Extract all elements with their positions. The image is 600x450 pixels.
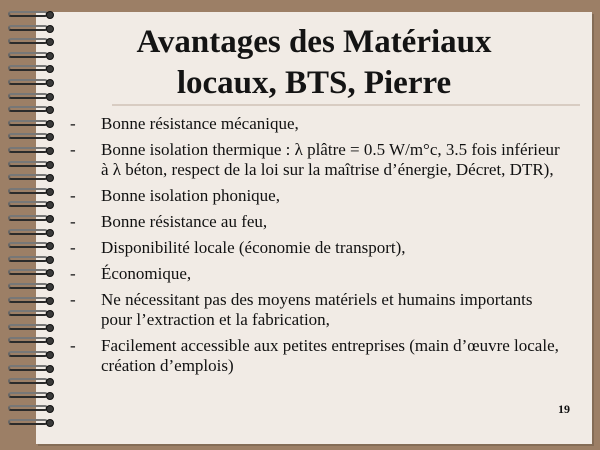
- binding-ring: [6, 160, 56, 170]
- list-item-text: Ne nécessitant pas des moyens matériels et humains importants pour l’extraction et la fabrication,: [101, 290, 533, 329]
- binding-ring: [6, 296, 56, 306]
- bullet-marker: -: [70, 264, 76, 283]
- binding-ring: [6, 268, 56, 278]
- binding-ring: [6, 10, 56, 20]
- slide-title: [36, 22, 592, 104]
- list-item: [70, 238, 560, 258]
- binding-ring: [6, 241, 56, 251]
- binding-ring: [6, 187, 56, 197]
- binding-ring: [6, 228, 56, 238]
- list-item-text: Bonne isolation phonique,: [101, 186, 280, 205]
- title-line-2: locaux, BTS, Pierre: [176, 65, 452, 101]
- list-item-text: Bonne résistance au feu,: [101, 212, 268, 231]
- binding-ring: [6, 418, 56, 428]
- bullet-list: [70, 114, 560, 382]
- binding-ring: [6, 200, 56, 210]
- list-item-text: Bonne résistance mécanique,: [101, 114, 299, 133]
- list-item-text: Facilement accessible aux petites entreprises (main d’œuvre locale, création d’emplois): [101, 336, 559, 375]
- binding-ring: [6, 214, 56, 224]
- bullet-marker: -: [70, 336, 76, 355]
- list-item: [70, 336, 560, 376]
- binding-ring: [6, 323, 56, 333]
- binding-ring: [6, 404, 56, 414]
- binding-ring: [6, 282, 56, 292]
- list-item-text: Bonne isolation thermique : λ plâtre = 0.5 W/m°c, 3.5 fois inférieur à λ béton, respect de la loi sur la maîtrise d’énergie, Décret, DTR),: [101, 140, 560, 179]
- binding-ring: [6, 336, 56, 346]
- list-item: [70, 140, 560, 180]
- bullet-marker: -: [70, 140, 76, 159]
- list-item: [70, 186, 560, 206]
- binding-ring: [6, 132, 56, 142]
- list-item-text: Disponibilité locale (économie de transport),: [101, 238, 406, 257]
- binding-ring: [6, 119, 56, 129]
- binding-ring: [6, 105, 56, 115]
- bullet-marker: -: [70, 238, 76, 257]
- binding-ring: [6, 364, 56, 374]
- bullet-marker: -: [70, 186, 76, 205]
- title-divider: [112, 104, 580, 106]
- bullet-marker: -: [70, 212, 76, 231]
- binding-ring: [6, 377, 56, 387]
- title-line-1: Avantages des Matériaux: [136, 24, 492, 60]
- list-item: [70, 212, 560, 232]
- list-item: [70, 114, 560, 134]
- bullet-marker: -: [70, 114, 76, 133]
- page-number: 19: [558, 402, 570, 416]
- binding-ring: [6, 146, 56, 156]
- bullet-marker: -: [70, 290, 76, 309]
- list-item: [70, 290, 560, 330]
- list-item-text: Économique,: [101, 264, 192, 283]
- binding-ring: [6, 350, 56, 360]
- list-item: [70, 264, 560, 284]
- binding-ring: [6, 309, 56, 319]
- binding-ring: [6, 391, 56, 401]
- binding-ring: [6, 173, 56, 183]
- binding-ring: [6, 255, 56, 265]
